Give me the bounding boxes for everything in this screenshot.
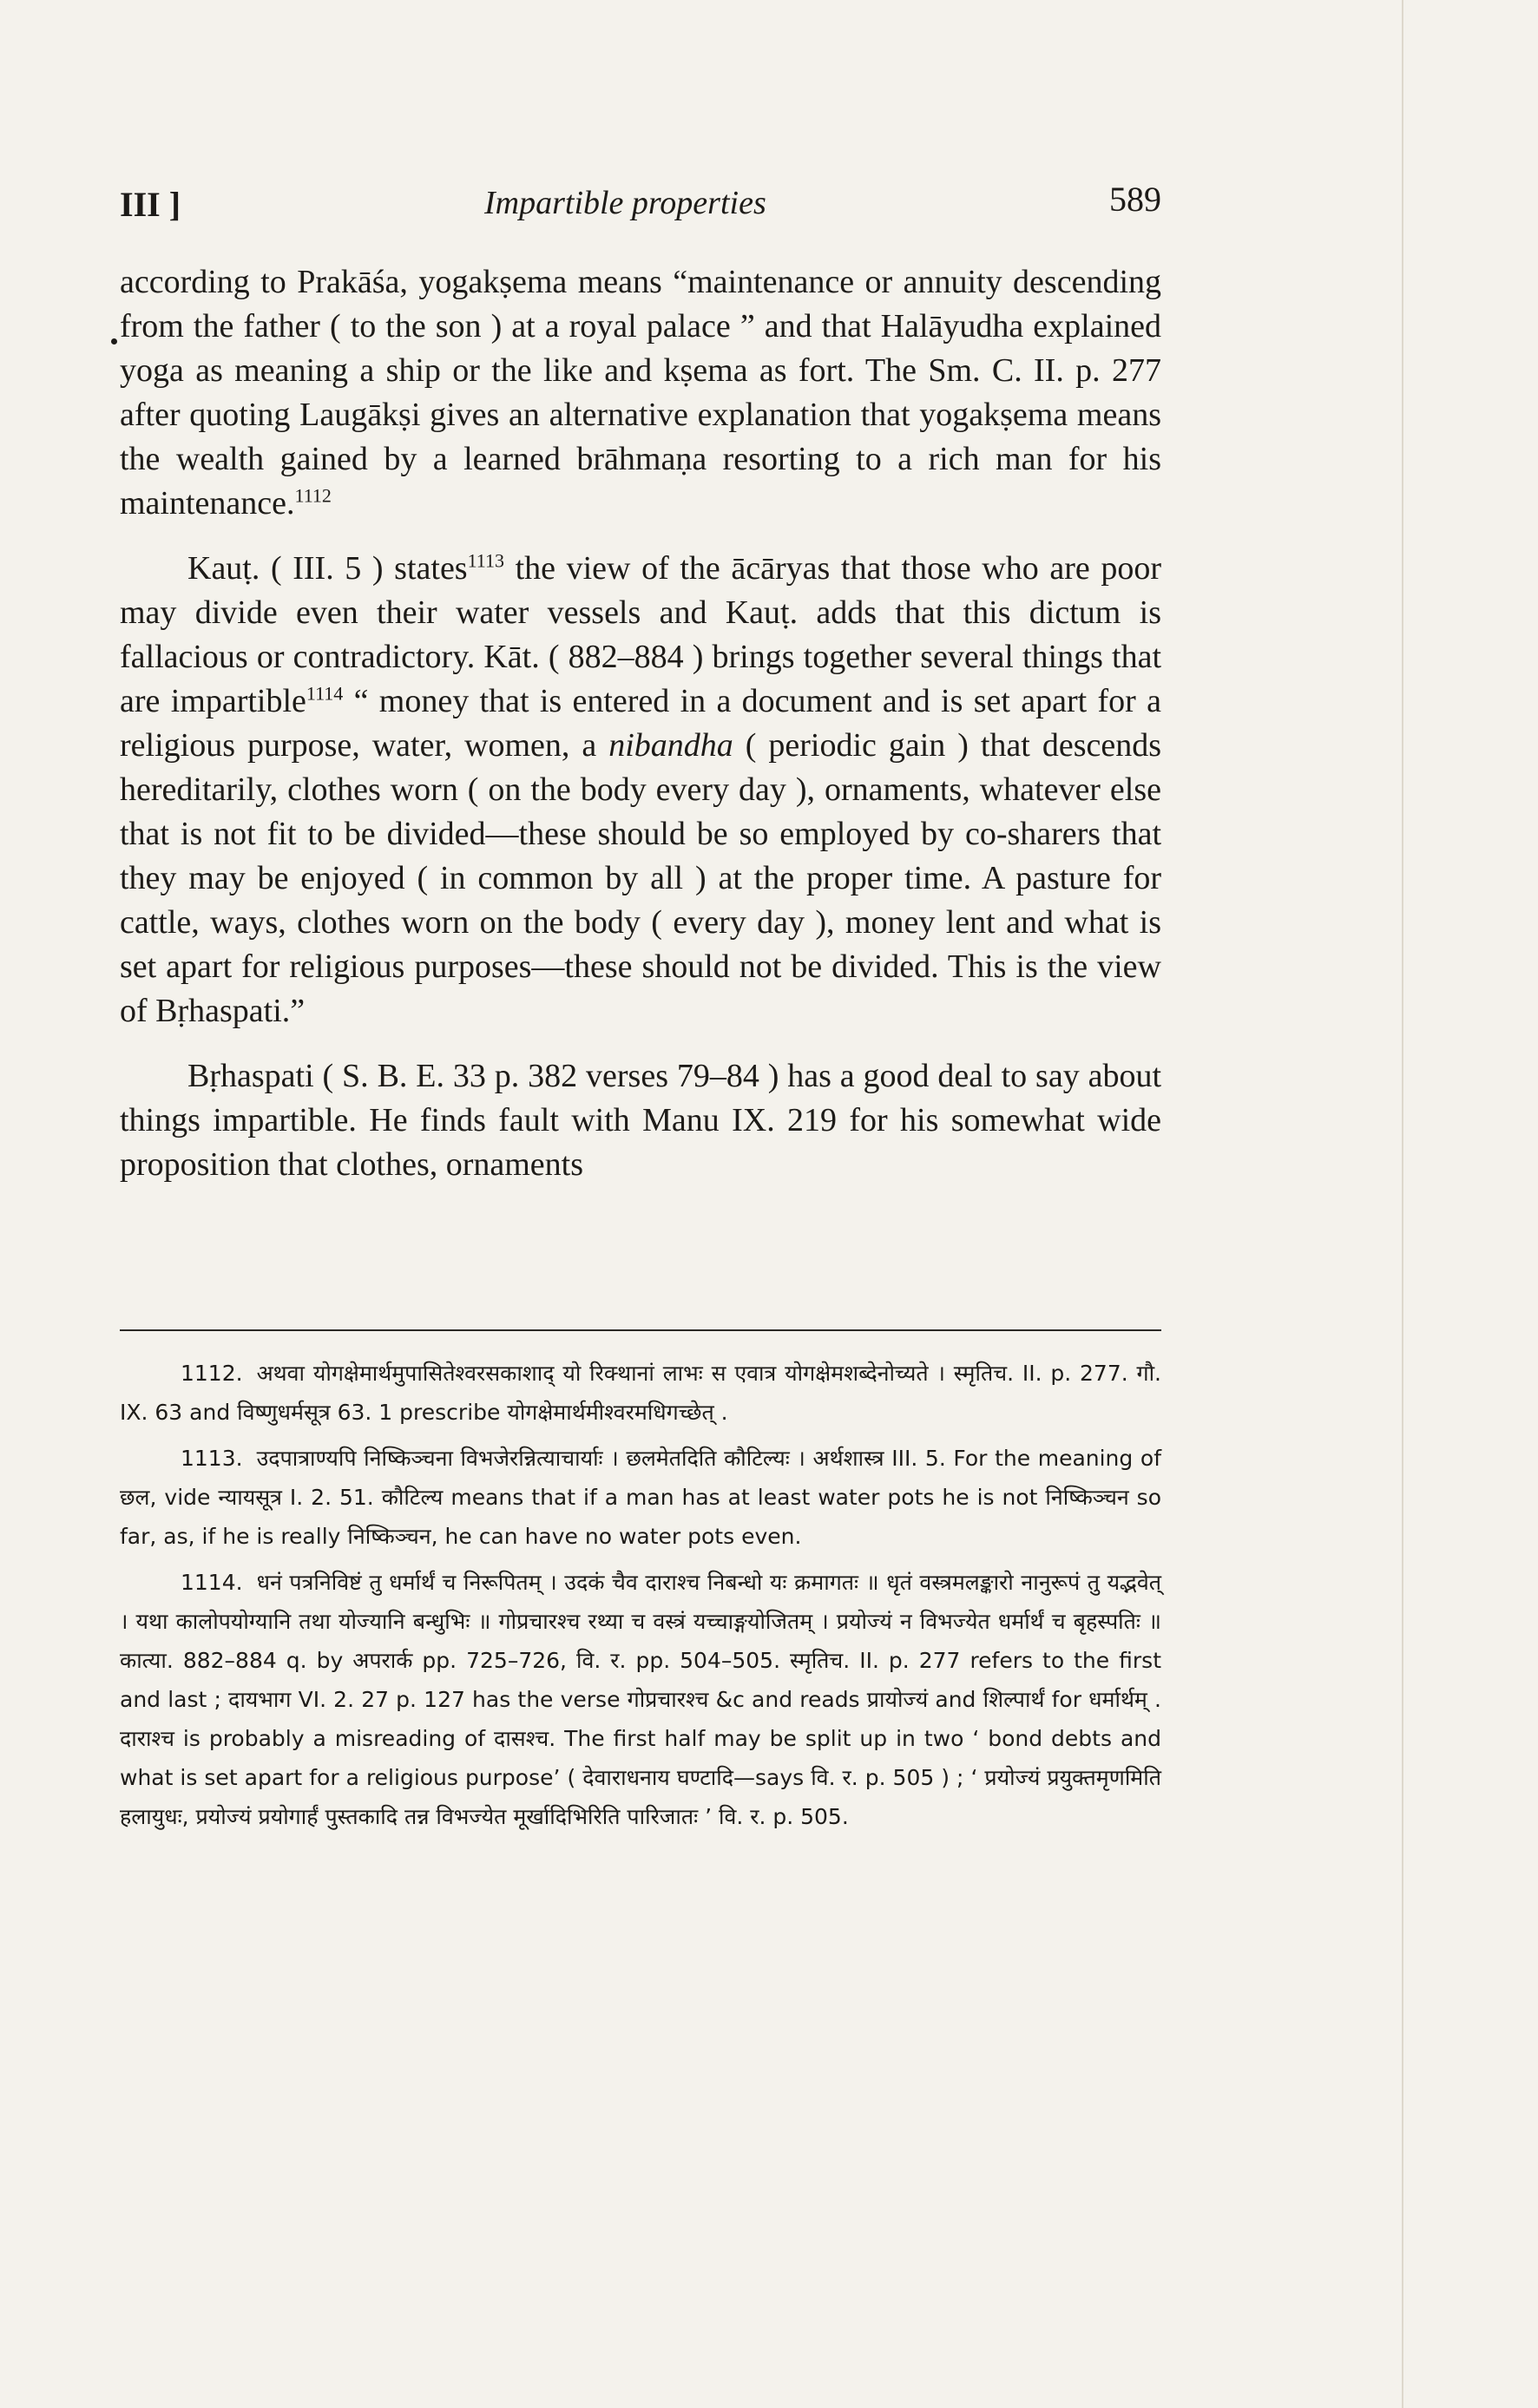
paragraph-3-text: Bṛhaspati ( S. B. E. 33 p. 382 verses 79–84 ) has a good deal to say about things impartible. He finds fault with Manu IX. 219 for his somewhat wide proposition that clothes, ornaments bbox=[120, 1058, 1161, 1183]
footnote-ref-1112: 1112 bbox=[294, 484, 332, 507]
nibandha-term: nibandha bbox=[608, 727, 733, 764]
chapter-marker: III ] bbox=[120, 185, 181, 224]
footnote-1112 bbox=[120, 1354, 1161, 1432]
footnote-ref-1113: 1113 bbox=[467, 549, 504, 572]
footnote-number: 1114. bbox=[181, 1570, 243, 1595]
paragraph-2-text-b: the view of the ācāryas that those who are poor may divide even their water vessels and Kauṭ. adds that this dictum is fallacious or contradictory. Kāt. ( 882–884 ) brings together several things that are impartible bbox=[120, 550, 1162, 719]
footnote-text: अथवा योगक्षेमार्थमुपासितेश्वरसकाशाद् यो रिक्थानां लाभः स एवात्र योगक्षेमशब्देनोच्यते । स्मृतिच. II. p. 277. गौ. IX. 63 and विष्णुधर्मसूत्र 63. 1 prescribe योगक्षेमार्थमीश्वरमधिगच्छेत् . bbox=[120, 1361, 1161, 1425]
paragraph-2-text-a: Kauṭ. ( III. 5 ) states bbox=[187, 550, 468, 587]
footnote-number: 1112. bbox=[181, 1361, 243, 1386]
paragraph-2-text-c: “ money that is entered in a document and is set apart for a religious purpose, water, women, a bbox=[120, 683, 1161, 764]
footnotes bbox=[120, 1354, 1161, 1843]
scan-edge-line bbox=[1402, 0, 1403, 2408]
margin-mark bbox=[111, 338, 117, 344]
running-title: Impartible properties bbox=[484, 185, 766, 221]
footnote-text: उदपात्राण्यपि निष्किञ्चना विभजेरन्नित्याचार्याः । छलमेतदिति कौटिल्यः । अर्थशास्त्र III. 5. For the meaning of छल, vide न्यायसूत्र I. 2. 51. कौटिल्य means that if a man has at least water pots he is not निष्किञ्चन so far, as, if he is really निष्किञ्चन, he can have no water pots even. bbox=[120, 1446, 1161, 1549]
footnote-1114 bbox=[120, 1563, 1161, 1836]
footnote-1113 bbox=[120, 1439, 1161, 1556]
page-header bbox=[120, 180, 1161, 236]
page-number: 589 bbox=[1109, 180, 1161, 219]
paragraph-3 bbox=[120, 1054, 1161, 1187]
footnote-ref-1114: 1114 bbox=[306, 682, 344, 705]
main-text bbox=[120, 260, 1161, 1208]
paragraph-1 bbox=[120, 260, 1161, 526]
footnote-text: धनं पत्रनिविष्टं तु धर्मार्थं च निरूपितम् । उदकं चैव दाराश्च निबन्धो यः क्रमागतः ॥ धृतं वस्त्रमलङ्कारो नानुरूपं तु यद्भवेत् । यथा कालोपयोग्यानि तथा योज्यानि बन्धुभिः ॥ गोप्रचारश्च रथ्या च वस्त्रं यच्चाङ्गयोजितम् । प्रयोज्यं न विभज्येत धर्मार्थं च बृहस्पतिः ॥ कात्या. 882–884 q. by अपरार्क pp. 725–726, वि. र. pp. 504–505. स्मृतिच. II. p. 277 refers to the first and last ; दायभाग VI. 2. 27 p. 127 has the verse गोप्रचारश्च &c and reads प्रायोज्यं and शिल्पार्थं for धर्मार्थम् . दाराश्च is probably a misreading of दासश्च. The first half may be split up in two ‘ bond debts and what is set apart for a religious purpose’ ( देवाराधनाय घण्टादि—says वि. र. p. 505 ) ; ‘ प्रयोज्यं प्रयुक्तमृणमिति हलायुधः, प्रयोज्यं प्रयोगार्हं पुस्तकादि तन्न विभज्येत मूर्खादिभिरिति पारिजातः ’ वि. र. p. 505. bbox=[120, 1570, 1161, 1829]
footnote-divider bbox=[120, 1329, 1161, 1331]
paragraph-1-text: according to Prakāśa, yogakṣema means “maintenance or annuity descending from the father ( to the son ) at a royal palace ” and that Halāyudha explained yoga as meaning a ship or the like and kṣema as fort. The Sm. C. II. p. 277 after quoting Laugākṣi gives an alternative explanation that yogakṣema means the wealth gained by a learned brāhmaṇa resorting to a rich man for his maintenance. bbox=[120, 264, 1161, 522]
paragraph-2-text-d: ( periodic gain ) that descends hereditarily, clothes worn ( on the body every day ), ornaments, whatever else that is not fit to be divided—these should be so employed by co-sharers that they may be enjoyed ( in common by all ) at the proper time. A pasture for cattle, ways, clothes worn on the body ( every day ), money lent and what is set apart for religious purposes—these should not be divided. This is the view of Bṛhaspati.” bbox=[120, 727, 1161, 1029]
footnote-number: 1113. bbox=[181, 1446, 243, 1471]
paragraph-2 bbox=[120, 547, 1161, 1033]
